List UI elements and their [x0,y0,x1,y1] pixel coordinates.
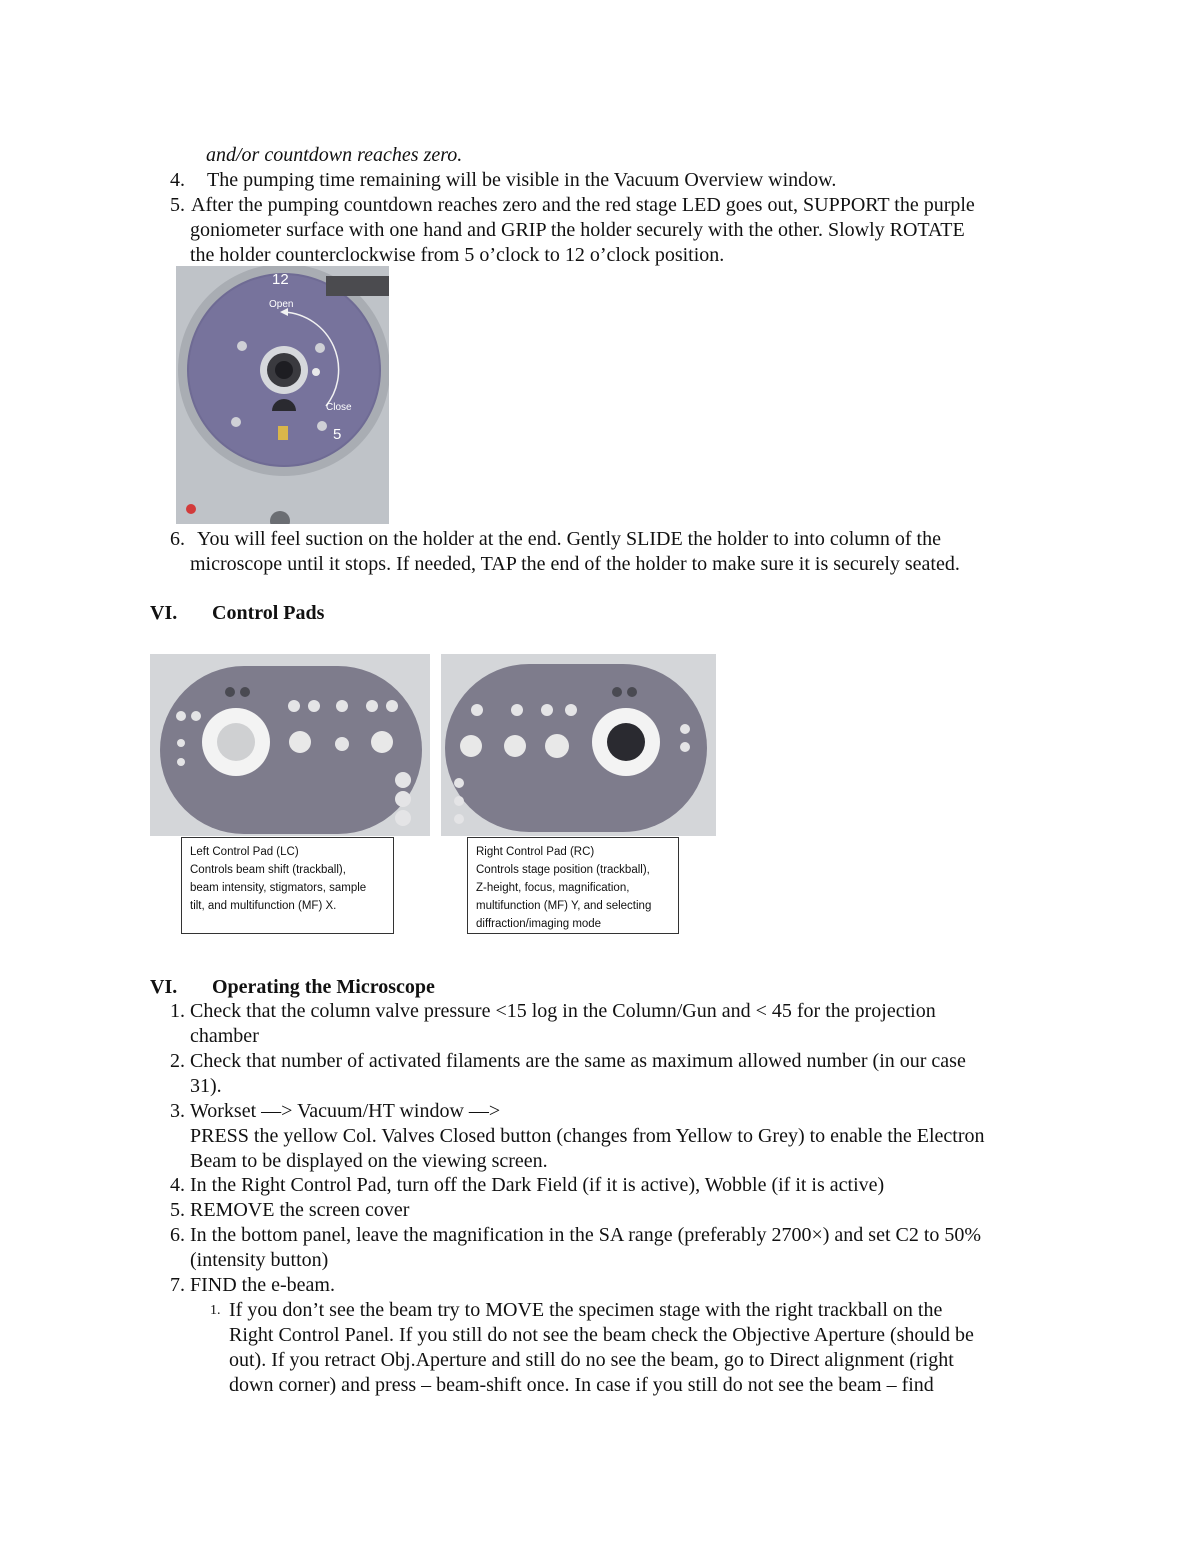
step-text: Check that number of activated filaments are the same as maximum allowed number (in our case [190,1050,966,1072]
label-open: Open [269,299,294,310]
step-text: In the Right Control Pad, turn off the Dark Field (if it is active), Wobble (if it is active) [190,1174,885,1196]
step-number: 6. [170,1224,185,1246]
substep-number: 1. [210,1303,221,1318]
step-text: goniometer surface with one hand and GRIP the holder securely with the other. Slowly ROTATE [190,219,965,241]
step-number: 2. [170,1050,185,1072]
caption-line: Controls beam shift (trackball), [190,864,346,876]
substep-text: out). If you retract Obj.Aperture and still do no see the beam, go to Direct alignment (right [229,1349,954,1371]
right-pad-caption [467,837,679,934]
step-number: 3. [170,1100,185,1122]
step-number: 7. [170,1274,185,1296]
section-number: VI. [150,976,178,998]
step-text: (intensity button) [190,1249,329,1271]
section-number: VI. [150,602,178,624]
carryover-text: and/or countdown reaches zero. [206,144,463,166]
step-number: 6. [170,528,185,550]
step-text: microscope until it stops. If needed, TAP the end of the holder to make sure it is securely seated. [190,553,960,575]
label-close: Close [326,402,352,413]
caption-line: diffraction/imaging mode [476,918,602,930]
step-number: 5. [170,194,185,216]
step-text: FIND the e-beam. [190,1274,335,1296]
step-text: Check that the column valve pressure <15 log in the Column/Gun and < 45 for the projection [190,1000,936,1022]
step-text: 31). [190,1075,222,1097]
step-text: the holder counterclockwise from 5 o’clock to 12 o’clock position. [190,244,725,266]
section-title: Control Pads [212,602,325,624]
step-text: Beam to be displayed on the viewing screen. [190,1150,548,1172]
step-number: 4. [170,1174,185,1196]
right-control-pad-photo [441,654,716,836]
caption-line: beam intensity, stigmators, sample [190,882,367,894]
left-pad-caption [181,837,394,934]
caption-line: Z-height, focus, magnification, [476,882,630,894]
substep-text: If you don’t see the beam try to MOVE the specimen stage with the right trackball on the [229,1299,943,1321]
step-text: REMOVE the screen cover [190,1199,410,1221]
label-12: 12 [272,271,289,288]
label-5: 5 [333,426,342,443]
step-text: After the pumping countdown reaches zero and the red stage LED goes out, SUPPORT the purple [191,194,975,216]
left-control-pad-photo [150,654,430,836]
caption-line: Right Control Pad (RC) [476,846,595,858]
step-text: PRESS the yellow Col. Valves Closed button (changes from Yellow to Grey) to enable the Electron [190,1125,985,1147]
section-title: Operating the Microscope [212,976,435,998]
step-number: 4. [170,169,185,191]
step-text: In the bottom panel, leave the magnification in the SA range (preferably 2700×) and set C2 to 50% [190,1224,982,1246]
step-text: chamber [190,1025,259,1047]
caption-line: Controls stage position (trackball), [476,864,650,876]
step-number: 1. [170,1000,185,1022]
step-text: You will feel suction on the holder at the end. Gently SLIDE the holder to into column of the [197,528,941,550]
caption-line: multifunction (MF) Y, and selecting [476,900,652,912]
step-text: Workset —> Vacuum/HT window —> [190,1100,501,1122]
substep-text: Right Control Panel. If you still do not see the beam check the Objective Aperture (should be [229,1324,974,1346]
caption-line: Left Control Pad (LC) [190,846,299,858]
substep-text: down corner) and press – beam-shift once. In case if you still do not see the beam – find [229,1374,934,1396]
step-text: The pumping time remaining will be visible in the Vacuum Overview window. [207,169,837,191]
caption-line: tilt, and multifunction (MF) X. [190,900,337,912]
step-number: 5. [170,1199,185,1221]
goniometer-photo [176,266,389,524]
